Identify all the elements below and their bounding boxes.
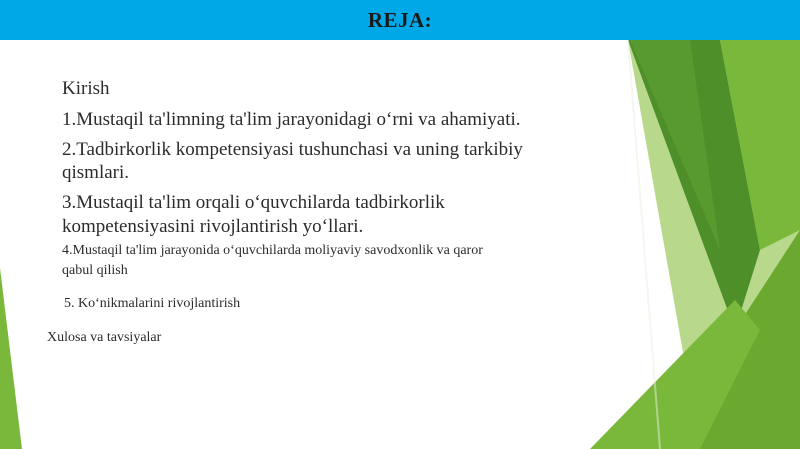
agenda-item-2-cont: qismlari.: [62, 162, 130, 183]
agenda-item-5: 5. Ko‘nikmalarini rivojlantirish: [64, 296, 241, 311]
agenda-item-1: 1.Mustaqil ta'limning ta'lim jarayonidagi o‘rni va ahamiyati.: [62, 109, 521, 130]
agenda-item-3: 3.Mustaqil ta'lim orqali o‘quvchilarda tadbirkorlik: [62, 192, 445, 213]
agenda-item-4: 4.Mustaqil ta'lim jarayonida o‘quvchilarda moliyaviy savodxonlik va qaror: [62, 243, 483, 258]
agenda-item-2: 2.Tadbirkorlik kompetensiyasi tushunchasi va uning tarkibiy: [62, 139, 523, 160]
agenda-item-3-cont: kompetensiyasini rivojlantirish yo‘llari.: [62, 216, 364, 237]
agenda-item-intro: Kirish: [62, 78, 110, 99]
slide-title: REJA:: [367, 8, 433, 32]
agenda-item-4-cont: qabul qilish: [62, 263, 128, 278]
agenda-item-conclusion: Xulosa va tavsiyalar: [47, 330, 162, 345]
